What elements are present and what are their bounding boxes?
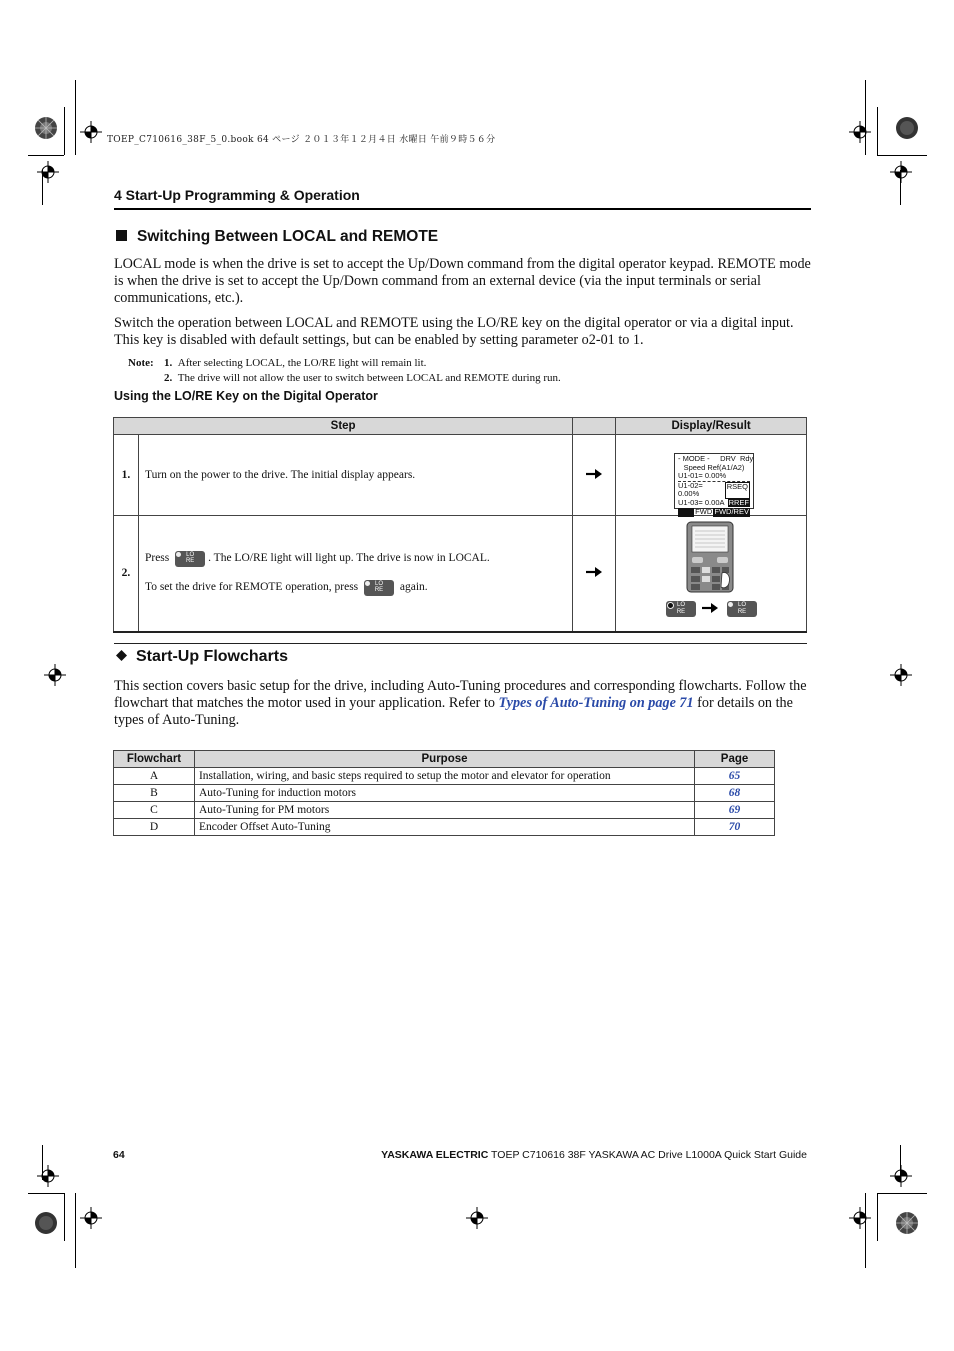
- registration-mark-icon: [80, 121, 102, 143]
- registration-mark-icon: [890, 1165, 912, 1187]
- print-info: TOEP_C710616_38F_5_0.book 64 ページ ２０１３年１２月４日 水曜日 午前９時５６分: [107, 135, 496, 145]
- lo-re-key-icon: LO RE: [364, 580, 394, 596]
- footer-doc: YASKAWA ELECTRIC TOEP C710616 38F YASKAWA AC Drive L1000A Quick Start Guide: [381, 1149, 807, 1161]
- square-bullet-icon: [116, 230, 127, 241]
- lore-subheading: Using the LO/RE Key on the Digital Operator: [114, 389, 378, 403]
- lore-key-on-icon: LO RE: [727, 600, 757, 618]
- registration-mark-icon: [890, 664, 912, 686]
- registration-mark-icon: [849, 1207, 871, 1229]
- registration-mark-icon: [37, 161, 59, 183]
- table-row: B Auto-Tuning for induction motors 68: [114, 785, 775, 802]
- color-target-icon: [895, 1211, 919, 1235]
- page-link[interactable]: 70: [695, 819, 775, 836]
- page-link[interactable]: 68: [695, 785, 775, 802]
- table-row: 1. Turn on the power to the drive. The initial display appears.: [114, 435, 807, 516]
- auto-tuning-link[interactable]: Types of Auto-Tuning on page 71: [498, 695, 694, 711]
- flowcharts-para: This section covers basic setup for the drive, including Auto-Tuning procedures and corresponding flowcharts. Follow the flowchart that matches the motor used in your application. Refer to Types of Auto-Tuning on page 71 for details on the types of Auto-Tuning.: [114, 678, 807, 728]
- header-rule: [114, 208, 811, 210]
- lore-key-off-icon: LO RE: [666, 600, 696, 618]
- note-item: 1. After selecting LOCAL, the LO/RE light will remain lit.: [164, 357, 427, 369]
- arrow-right-icon: [586, 469, 602, 479]
- digital-operator-icon: [686, 521, 734, 593]
- local-remote-para-1: LOCAL mode is when the drive is set to accept the Up/Down command from the digital operator keypad. REMOTE mode is when the drive is set to accept the Up/Down command from an external device (via the input terminals or serial communications, etc.).: [114, 256, 811, 306]
- registration-mark-icon: [890, 161, 912, 183]
- color-target-icon: [34, 1211, 58, 1235]
- section-header: 4 Start-Up Programming & Operation: [114, 187, 360, 203]
- arrow-right-icon: [702, 603, 718, 613]
- color-target-icon: [895, 116, 919, 140]
- registration-mark-icon: [44, 664, 66, 686]
- lo-re-key-icon: LO RE: [175, 551, 205, 567]
- section-rule: [114, 643, 807, 644]
- note-label: Note:: [128, 357, 154, 369]
- local-remote-heading: Switching Between LOCAL and REMOTE: [116, 228, 438, 246]
- registration-mark-icon: [466, 1207, 488, 1229]
- flowchart-table: [113, 750, 775, 836]
- registration-mark-icon: [37, 1165, 59, 1187]
- step-header: Step: [114, 418, 573, 435]
- table-row: C Auto-Tuning for PM motors 69: [114, 802, 775, 819]
- col-page: Page: [695, 751, 775, 768]
- lcd-display: - MODE - DRV Rdy Speed Ref(A1/A2) U1-01= 0.00% U1-02= 0.00% RSEQ U1-03= 0.00A RREF FWD FWD/REV: [674, 453, 754, 509]
- table-row: 2. Press LO RE . The LO/RE light will light up. The drive is now in LOCAL. To set the drive for REMOTE operation, press LO RE again.: [114, 516, 807, 632]
- table-row: D Encoder Offset Auto-Tuning 70: [114, 819, 775, 836]
- color-target-icon: [34, 116, 58, 140]
- flowcharts-heading: Start-Up Flowcharts: [116, 648, 288, 666]
- local-remote-para-2: Switch the operation between LOCAL and REMOTE using the LO/RE key on the digital operator or via a digital input. This key is disabled with default settings, but can be enabled by setting parameter o2-01 to 1.: [114, 315, 794, 348]
- table-row: A Installation, wiring, and basic steps required to setup the motor and elevator for operation 65: [114, 768, 775, 785]
- page-number: 64: [113, 1149, 125, 1161]
- col-purpose: Purpose: [194, 751, 694, 768]
- page-link[interactable]: 65: [695, 768, 775, 785]
- col-flowchart: Flowchart: [114, 751, 195, 768]
- result-header: Display/Result: [616, 418, 807, 435]
- page-link[interactable]: 69: [695, 802, 775, 819]
- diamond-bullet-icon: [116, 650, 127, 661]
- arrow-right-icon: [586, 567, 602, 577]
- registration-mark-icon: [849, 121, 871, 143]
- note-item: 2. The drive will not allow the user to switch between LOCAL and REMOTE during run.: [164, 372, 561, 384]
- registration-mark-icon: [80, 1207, 102, 1229]
